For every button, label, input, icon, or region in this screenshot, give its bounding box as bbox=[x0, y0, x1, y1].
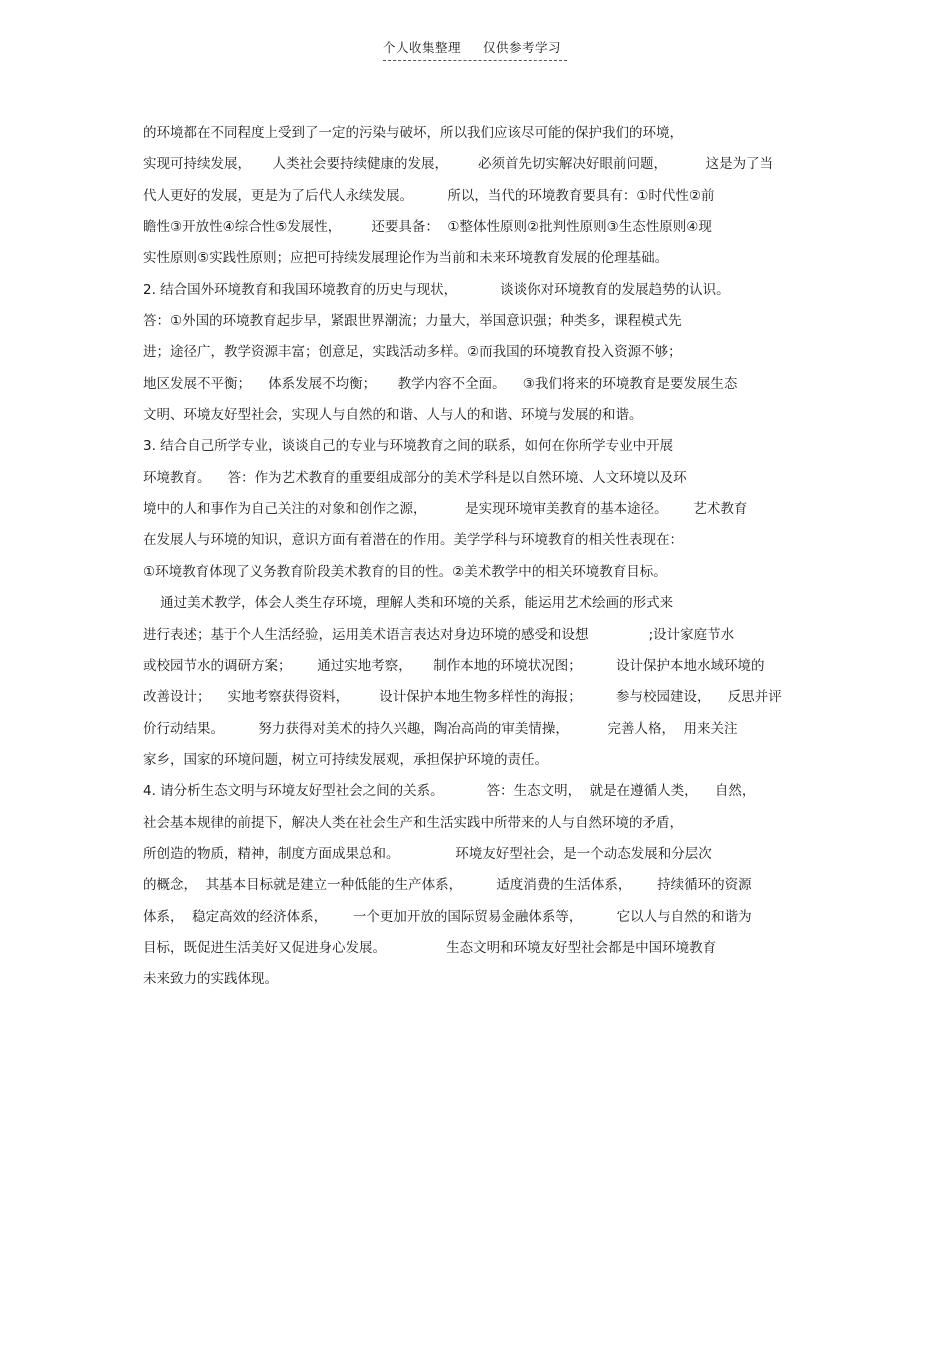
text-line: 的概念， 其基本目标就是建立一种低能的生产体系， 适度消费的生活体系， 持续循环的资源 bbox=[143, 877, 752, 894]
text-line: ①环境教育体现了义务教育阶段美术教育的目的性。②美术教学中的相关环境教育目标。 bbox=[143, 563, 667, 580]
text-line: 目标，既促进生活美好又促进身心发展。 生态文明和环境友好型社会都是中国环境教育 bbox=[143, 939, 717, 956]
text-line: 体系， 稳定高效的经济体系， 一个更加开放的国际贸易金融体系等， 它以人与自然的和谐为 bbox=[143, 908, 752, 925]
text-line: 答：①外国的环境教育起步早，紧跟世界潮流；力量大，举国意识强；种类多，课程模式先 bbox=[143, 313, 682, 330]
text-line: 进行表述；基于个人生活经验，运用美术语言表达对身边环境的感受和设想 ;设计家庭节水 bbox=[143, 626, 735, 643]
text-line: 价行动结果。 努力获得对美术的持久兴趣，陶冶高尚的审美情操， 完善人格， 用来关注 bbox=[143, 720, 738, 737]
text-line: 未来致力的实践体现。 bbox=[143, 971, 278, 988]
text-line: 所创造的物质，精神，制度方面成果总和。 环境友好型社会，是一个动态发展和分层次 bbox=[143, 845, 712, 862]
question-2-line: 2. 结合国外环境教育和我国环境教育的历史与现状， 谈谈你对环境教育的发展趋势的认识。 bbox=[143, 281, 730, 298]
text-line: 通过美术教学，体会人类生存环境，理解人类和环境的关系，能运用艺术绘画的形式来 bbox=[143, 595, 674, 612]
header-right-text: 仅供参考学习 bbox=[483, 40, 562, 55]
question-4-line: 4. 请分析生态文明与环境友好型社会之间的关系。 答：生态文明， 就是在遵循人类， 自然， bbox=[143, 783, 756, 800]
text-line: 的环境都在不同程度上受到了一定的污染与破坏，所以我们应该尽可能的保护我们的环境， bbox=[143, 125, 683, 141]
text-line: 家乡，国家的环境问题，树立可持续发展观，承担保护环境的责任。 bbox=[143, 751, 548, 768]
text-line: 境中的人和事作为自己关注的对象和创作之源， 是实现环境审美教育的基本途径。 艺术教育 bbox=[143, 501, 748, 518]
text-line: 或校园节水的调研方案； 通过实地考察， 制作本地的环境状况图； 设计保护本地水域环境的 bbox=[143, 657, 765, 674]
text-line: 实性原则⑤实践性原则；应把可持续发展理论作为当前和未来环境教育发展的伦理基础。 bbox=[143, 250, 669, 267]
text-line: 文明、环境友好型社会，实现人与自然的和谐、人与人的和谐、环境与发展的和谐。 bbox=[143, 407, 643, 424]
text-line: 瞻性③开放性④综合性⑤发展性， 还要具备： ①整体性原则②批判性原则③生态性原则④现 bbox=[143, 219, 712, 236]
text-line: 社会基本规律的前提下，解决人类在社会生产和生活实践中所带来的人与自然环境的矛盾， bbox=[143, 814, 683, 831]
question-3-line: 3. 结合自己所学专业，谈谈自己的专业与环境教育之间的联系，如何在你所学专业中开展 bbox=[143, 438, 674, 455]
header-left-text: 个人收集整理 bbox=[383, 40, 462, 55]
text-line: 实现可持续发展， 人类社会要持续健康的发展， 必须首先切实解决好眼前问题， 这是为了当 bbox=[143, 156, 774, 173]
text-line: 在发展人与环境的知识，意识方面有着潜在的作用。美学学科与环境教育的相关性表现在： bbox=[143, 532, 683, 549]
text-line: 改善设计； 实地考察获得资料， 设计保护本地生物多样性的海报； 参与校园建设， 反思并评 bbox=[143, 689, 782, 706]
document-body bbox=[143, 118, 813, 996]
text-line: 地区发展不平衡； 体系发展不均衡； 教学内容不全面。 ③我们将来的环境教育是要发展生态 bbox=[143, 375, 738, 392]
text-line: 环境教育。 答：作为艺术教育的重要组成部分的美术学科是以自然环境、人文环境以及环 bbox=[143, 469, 687, 486]
page-header bbox=[383, 38, 567, 61]
text-line: 进；途径广，教学资源丰富；创意足，实践活动多样。②而我国的环境教育投入资源不够； bbox=[143, 344, 682, 361]
text-line: 代人更好的发展，更是为了后代人永续发展。 所以，当代的环境教育要具有：①时代性②前 bbox=[143, 187, 715, 204]
